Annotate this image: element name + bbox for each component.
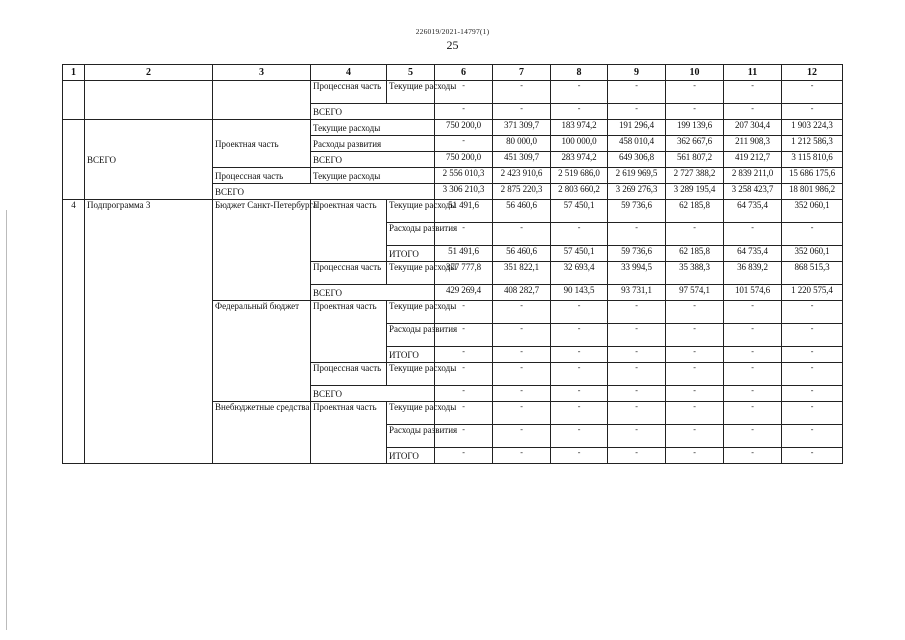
cell bbox=[85, 81, 213, 120]
cell: - bbox=[435, 363, 493, 386]
cell: ВСЕГО bbox=[311, 386, 435, 402]
cell: Расходы развития bbox=[311, 136, 435, 152]
cell: ИТОГО bbox=[387, 246, 435, 262]
cell: 64 735,4 bbox=[724, 246, 782, 262]
cell: 458 010,4 bbox=[608, 136, 666, 152]
cell: - bbox=[724, 363, 782, 386]
cell: 1 220 575,4 bbox=[782, 285, 843, 301]
cell: - bbox=[724, 104, 782, 120]
cell: - bbox=[551, 324, 608, 347]
col-header: 5 bbox=[387, 65, 435, 81]
cell: - bbox=[782, 324, 843, 347]
cell: 57 450,1 bbox=[551, 246, 608, 262]
cell: - bbox=[551, 386, 608, 402]
cell: - bbox=[551, 402, 608, 425]
col-header: 1 bbox=[63, 65, 85, 81]
cell: 2 556 010,3 bbox=[435, 168, 493, 184]
cell: 59 736,6 bbox=[608, 200, 666, 223]
cell: 649 306,8 bbox=[608, 152, 666, 168]
col-header: 4 bbox=[311, 65, 387, 81]
cell: - bbox=[724, 347, 782, 363]
cell: - bbox=[724, 402, 782, 425]
cell: 3 269 276,3 bbox=[608, 184, 666, 200]
cell: - bbox=[435, 81, 493, 104]
budget-table bbox=[62, 64, 843, 464]
cell: 419 212,7 bbox=[724, 152, 782, 168]
cell: - bbox=[608, 425, 666, 448]
cell bbox=[213, 81, 311, 120]
cell: ВСЕГО bbox=[311, 152, 435, 168]
col-header: 11 bbox=[724, 65, 782, 81]
cell: - bbox=[493, 363, 551, 386]
cell: - bbox=[551, 301, 608, 324]
cell: 2 803 660,2 bbox=[551, 184, 608, 200]
cell: - bbox=[608, 324, 666, 347]
cell: - bbox=[666, 301, 724, 324]
cell: ИТОГО bbox=[387, 448, 435, 464]
col-header: 7 bbox=[493, 65, 551, 81]
cell: 56 460,6 bbox=[493, 246, 551, 262]
cell: - bbox=[435, 448, 493, 464]
cell: Текущие расходы bbox=[311, 168, 435, 184]
cell: - bbox=[493, 104, 551, 120]
cell: 51 491,6 bbox=[435, 246, 493, 262]
cell: 3 258 423,7 bbox=[724, 184, 782, 200]
cell: - bbox=[724, 81, 782, 104]
cell: Процессная часть bbox=[311, 81, 387, 104]
cell: 100 000,0 bbox=[551, 136, 608, 152]
cell: 36 839,2 bbox=[724, 262, 782, 285]
cell: - bbox=[493, 324, 551, 347]
cell: - bbox=[435, 223, 493, 246]
cell: Текущие расходы bbox=[387, 81, 435, 104]
cell: - bbox=[666, 324, 724, 347]
cell: - bbox=[551, 104, 608, 120]
cell: - bbox=[435, 347, 493, 363]
cell: 33 994,5 bbox=[608, 262, 666, 285]
cell: - bbox=[551, 363, 608, 386]
scan-edge-line bbox=[6, 210, 7, 630]
cell: 59 736,6 bbox=[608, 246, 666, 262]
cell: - bbox=[782, 223, 843, 246]
cell: - bbox=[493, 81, 551, 104]
cell: 362 667,6 bbox=[666, 136, 724, 152]
cell: - bbox=[782, 104, 843, 120]
cell: - bbox=[782, 81, 843, 104]
cell: 408 282,7 bbox=[493, 285, 551, 301]
cell: - bbox=[435, 301, 493, 324]
cell: - bbox=[435, 104, 493, 120]
cell: Проектная часть bbox=[311, 301, 387, 363]
col-header: 8 bbox=[551, 65, 608, 81]
cell: 97 574,1 bbox=[666, 285, 724, 301]
cell: 351 822,1 bbox=[493, 262, 551, 285]
cell: Текущие расходы bbox=[387, 301, 435, 324]
cell bbox=[63, 120, 85, 200]
cell: - bbox=[608, 223, 666, 246]
cell: - bbox=[608, 448, 666, 464]
cell: ВСЕГО bbox=[311, 104, 435, 120]
col-header: 2 bbox=[85, 65, 213, 81]
cell: - bbox=[493, 347, 551, 363]
cell: 3 115 810,6 bbox=[782, 152, 843, 168]
cell: 2 875 220,3 bbox=[493, 184, 551, 200]
col-header: 9 bbox=[608, 65, 666, 81]
cell: Текущие расходы bbox=[387, 402, 435, 425]
cell: - bbox=[608, 104, 666, 120]
cell: Текущие расходы bbox=[311, 120, 435, 136]
cell: 62 185,8 bbox=[666, 246, 724, 262]
cell: 183 974,2 bbox=[551, 120, 608, 136]
cell: 56 460,6 bbox=[493, 200, 551, 223]
cell: - bbox=[724, 425, 782, 448]
cell: Процессная часть bbox=[311, 363, 387, 386]
cell: - bbox=[435, 136, 493, 152]
cell: - bbox=[551, 223, 608, 246]
cell: 1 212 586,3 bbox=[782, 136, 843, 152]
col-header: 12 bbox=[782, 65, 843, 81]
cell: 32 693,4 bbox=[551, 262, 608, 285]
col-header: 3 bbox=[213, 65, 311, 81]
cell: 93 731,1 bbox=[608, 285, 666, 301]
cell: Бюджет Санкт-Петербурга bbox=[213, 200, 311, 301]
cell: - bbox=[666, 81, 724, 104]
table-row bbox=[63, 120, 843, 136]
cell: Процессная часть bbox=[213, 168, 311, 184]
cell: 3 289 195,4 bbox=[666, 184, 724, 200]
cell: - bbox=[666, 347, 724, 363]
cell: Проектная часть bbox=[213, 120, 311, 168]
cell: Проектная часть bbox=[311, 402, 387, 464]
cell: - bbox=[493, 301, 551, 324]
cell: 64 735,4 bbox=[724, 200, 782, 223]
cell: - bbox=[724, 448, 782, 464]
cell: - bbox=[724, 301, 782, 324]
cell: - bbox=[551, 448, 608, 464]
cell: Расходы развития bbox=[387, 223, 435, 246]
cell: 101 574,6 bbox=[724, 285, 782, 301]
cell: - bbox=[666, 425, 724, 448]
cell: - bbox=[551, 425, 608, 448]
table-row bbox=[63, 81, 843, 104]
cell: - bbox=[666, 448, 724, 464]
cell: - bbox=[666, 402, 724, 425]
cell: 18 801 986,2 bbox=[782, 184, 843, 200]
cell: - bbox=[782, 402, 843, 425]
cell: Федеральный бюджет bbox=[213, 301, 311, 402]
cell: 1 903 224,3 bbox=[782, 120, 843, 136]
cell: 211 908,3 bbox=[724, 136, 782, 152]
cell: 15 686 175,6 bbox=[782, 168, 843, 184]
cell: 2 727 388,2 bbox=[666, 168, 724, 184]
cell: 90 143,5 bbox=[551, 285, 608, 301]
cell: ВСЕГО bbox=[213, 184, 435, 200]
cell: - bbox=[435, 402, 493, 425]
page-number: 25 bbox=[446, 38, 459, 52]
cell: - bbox=[493, 448, 551, 464]
cell: ВСЕГО bbox=[85, 120, 213, 200]
cell: - bbox=[608, 301, 666, 324]
cell: - bbox=[608, 81, 666, 104]
cell: Расходы развития bbox=[387, 324, 435, 347]
cell: - bbox=[435, 324, 493, 347]
cell: 207 304,4 bbox=[724, 120, 782, 136]
cell: 868 515,3 bbox=[782, 262, 843, 285]
cell: 2 423 910,6 bbox=[493, 168, 551, 184]
cell: - bbox=[782, 347, 843, 363]
cell: 2 619 969,5 bbox=[608, 168, 666, 184]
document-id: 226019/2021-14797(1) bbox=[415, 27, 490, 36]
cell: 352 060,1 bbox=[782, 246, 843, 262]
cell: - bbox=[608, 402, 666, 425]
cell: - bbox=[493, 223, 551, 246]
cell: - bbox=[551, 347, 608, 363]
cell: - bbox=[435, 386, 493, 402]
cell: - bbox=[608, 386, 666, 402]
cell: 35 388,3 bbox=[666, 262, 724, 285]
cell: - bbox=[435, 425, 493, 448]
cell: - bbox=[493, 386, 551, 402]
cell: 377 777,8 bbox=[435, 262, 493, 285]
cell: 283 974,2 bbox=[551, 152, 608, 168]
cell: ВСЕГО bbox=[311, 285, 435, 301]
cell: - bbox=[782, 448, 843, 464]
cell: Расходы развития bbox=[387, 425, 435, 448]
cell: - bbox=[608, 363, 666, 386]
cell: 561 807,2 bbox=[666, 152, 724, 168]
cell: - bbox=[666, 386, 724, 402]
cell: 750 200,0 bbox=[435, 120, 493, 136]
cell: Текущие расходы bbox=[387, 200, 435, 223]
cell: 371 309,7 bbox=[493, 120, 551, 136]
cell: - bbox=[493, 402, 551, 425]
cell: 750 200,0 bbox=[435, 152, 493, 168]
cell: 3 306 210,3 bbox=[435, 184, 493, 200]
cell: Подпрограмма 3 bbox=[85, 200, 213, 464]
cell: - bbox=[551, 81, 608, 104]
cell: 451 309,7 bbox=[493, 152, 551, 168]
cell: 62 185,8 bbox=[666, 200, 724, 223]
cell: - bbox=[782, 386, 843, 402]
cell: - bbox=[724, 386, 782, 402]
cell: - bbox=[608, 347, 666, 363]
cell: 2 839 211,0 bbox=[724, 168, 782, 184]
cell: 191 296,4 bbox=[608, 120, 666, 136]
cell: - bbox=[666, 363, 724, 386]
cell: - bbox=[782, 363, 843, 386]
cell: - bbox=[724, 324, 782, 347]
cell: - bbox=[782, 301, 843, 324]
table-row bbox=[63, 200, 843, 223]
cell: 352 060,1 bbox=[782, 200, 843, 223]
cell: - bbox=[666, 104, 724, 120]
cell: Проектная часть bbox=[311, 200, 387, 262]
cell: 80 000,0 bbox=[493, 136, 551, 152]
cell: - bbox=[782, 425, 843, 448]
cell: Текущие расходы bbox=[387, 262, 435, 285]
cell: - bbox=[493, 425, 551, 448]
cell: - bbox=[666, 223, 724, 246]
cell: Текущие расходы bbox=[387, 363, 435, 386]
cell: 57 450,1 bbox=[551, 200, 608, 223]
col-header: 6 bbox=[435, 65, 493, 81]
cell: 429 269,4 bbox=[435, 285, 493, 301]
cell: Внебюджетные средства bbox=[213, 402, 311, 464]
cell: Процессная часть bbox=[311, 262, 387, 285]
col-header: 10 bbox=[666, 65, 724, 81]
cell: - bbox=[724, 223, 782, 246]
cell: ИТОГО bbox=[387, 347, 435, 363]
cell: 199 139,6 bbox=[666, 120, 724, 136]
cell: 51 491,6 bbox=[435, 200, 493, 223]
cell: 4 bbox=[63, 200, 85, 464]
column-header-row bbox=[63, 65, 843, 81]
cell bbox=[63, 81, 85, 120]
cell: 2 519 686,0 bbox=[551, 168, 608, 184]
